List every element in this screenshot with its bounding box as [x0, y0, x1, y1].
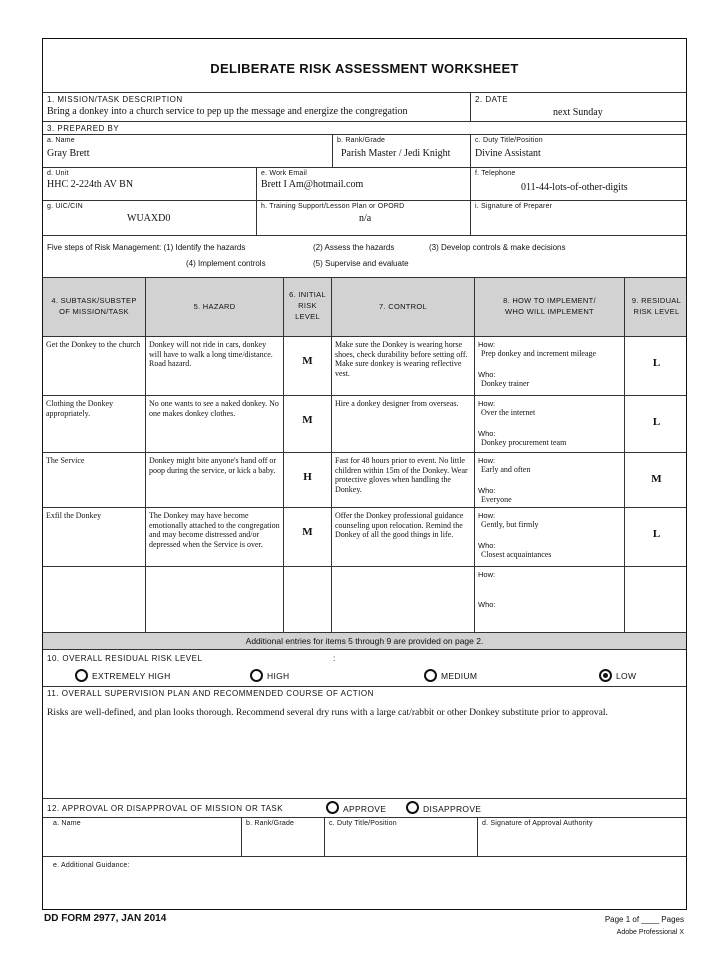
residual-cell[interactable] — [625, 396, 688, 452]
initial-risk-value[interactable]: M — [302, 355, 313, 367]
step-4: (4) Implement controls — [186, 259, 266, 268]
approver-rank-label: b. Rank/Grade — [246, 820, 295, 827]
hazard-text[interactable]: The Donkey may have become emotionally attached to the congregation and may become distressed and/or depressed when the Service is over. — [149, 511, 280, 549]
who-label: Who: — [478, 370, 496, 379]
residual-risk-value[interactable]: M — [651, 473, 662, 485]
who-value[interactable]: Donkey trainer — [481, 379, 530, 388]
preparer-duty-cell[interactable] — [471, 135, 688, 167]
initial-risk-value[interactable]: M — [302, 526, 313, 538]
initial-risk-header — [284, 278, 332, 336]
residual-cell[interactable] — [625, 453, 688, 507]
radio-approve-label: APPROVE — [343, 804, 387, 814]
preparer-rank-cell[interactable] — [333, 135, 471, 167]
email-label: e. Work Email — [261, 170, 308, 177]
subtask-text[interactable]: The Service — [46, 456, 85, 465]
who-label: Who: — [478, 486, 496, 495]
radio-medium[interactable] — [424, 669, 437, 682]
email-value[interactable]: Brett I Am@hotmail.com — [261, 179, 364, 190]
initial-header-line-3: LEVEL — [295, 312, 320, 321]
residual-risk-value[interactable]: L — [652, 416, 661, 428]
approver-name-label: a. Name — [53, 820, 81, 827]
radio-medium-label: MEDIUM — [441, 671, 478, 681]
training-value[interactable]: n/a — [359, 213, 372, 224]
additional-note-row — [43, 633, 686, 650]
who-value[interactable]: Everyone — [481, 495, 512, 504]
residual-cell[interactable] — [625, 567, 688, 632]
overall-risk-row — [43, 650, 686, 687]
preparer-name-label: a. Name — [47, 137, 75, 144]
hazard-text[interactable]: Donkey will not ride in cars, donkey will have to walk a long time/distance. Road hazard. — [149, 340, 273, 368]
hazard-cell[interactable] — [146, 453, 284, 507]
radio-low-label: LOW — [616, 671, 637, 681]
unit-label: d. Unit — [47, 170, 69, 177]
software-note: Adobe Professional X — [616, 929, 684, 936]
phone-cell[interactable] — [471, 168, 688, 200]
who-label: Who: — [478, 600, 496, 609]
radio-low[interactable] — [599, 669, 612, 682]
approver-duty-cell[interactable] — [325, 818, 478, 856]
implement-cell[interactable] — [475, 453, 625, 507]
approver-duty-label: c. Duty Title/Position — [329, 820, 397, 827]
title-row — [43, 39, 686, 93]
date-cell[interactable] — [471, 93, 688, 121]
unit-value[interactable]: HHC 2-224th AV BN — [47, 179, 134, 190]
signature-label: i. Signature of Preparer — [475, 203, 553, 210]
subtask-cell[interactable] — [43, 567, 146, 632]
control-cell[interactable] — [332, 337, 475, 395]
preparer-row-1 — [43, 135, 686, 168]
subtask-text[interactable]: Clothing the Donkey appropriately. — [46, 399, 114, 418]
initial-header-line-1: 6. INITIAL — [289, 290, 326, 299]
step-3: (3) Develop controls & make decisions — [429, 243, 566, 252]
initial-risk-value[interactable]: H — [303, 471, 312, 483]
step-2: (2) Assess the hazards — [313, 243, 395, 252]
risk-assessment-form — [42, 38, 687, 910]
subtask-header-line-2: OF MISSION/TASK — [59, 307, 129, 316]
training-label: h. Training Support/Lesson Plan or OPORD — [261, 203, 405, 210]
preparer-name-cell[interactable] — [43, 135, 333, 167]
training-cell[interactable] — [257, 201, 471, 235]
radio-disapprove[interactable] — [406, 801, 419, 814]
approval-authority-row — [43, 818, 686, 857]
five-steps-row — [43, 236, 686, 278]
approval-row — [43, 799, 686, 818]
mission-value[interactable]: Bring a donkey into a church service to pep up the message and energize the congregation — [47, 106, 408, 117]
preparer-row-2 — [43, 168, 686, 201]
subtask-cell[interactable] — [43, 396, 146, 452]
residual-header-line-1: 9. RESIDUAL — [631, 296, 682, 305]
date-label: 2. DATE — [475, 95, 509, 104]
phone-label: f. Telephone — [475, 170, 516, 177]
guidance-row[interactable] — [43, 857, 686, 911]
hazard-cell[interactable] — [146, 337, 284, 395]
control-text[interactable]: Hire a donkey designer from overseas. — [335, 399, 459, 408]
hazard-text[interactable]: No one wants to see a naked donkey. No one makes donkey clothes. — [149, 399, 279, 418]
table-row — [43, 508, 686, 567]
how-label: How: — [478, 511, 496, 520]
hazard-cell[interactable] — [146, 508, 284, 566]
implement-header-line-2: WHO WILL IMPLEMENT — [505, 307, 594, 316]
form-id: DD FORM 2977, JAN 2014 — [44, 913, 167, 924]
subtask-header — [43, 278, 146, 336]
preparer-duty-label: c. Duty Title/Position — [475, 137, 543, 144]
date-value[interactable]: next Sunday — [553, 107, 603, 118]
how-label: How: — [478, 456, 496, 465]
additional-note: Additional entries for items 5 through 9 are provided on page 2. — [245, 636, 484, 646]
table-row — [43, 396, 686, 453]
subtask-cell[interactable] — [43, 337, 146, 395]
supervision-row[interactable] — [43, 687, 686, 799]
how-value[interactable]: Over the internet — [481, 408, 536, 417]
preparer-name-value[interactable]: Gray Brett — [47, 148, 90, 159]
steps-intro: Five steps of Risk Management: (1) Identify the hazards — [47, 243, 246, 252]
control-cell[interactable] — [332, 453, 475, 507]
uic-label: g. UIC/CIN — [47, 203, 83, 210]
who-label: Who: — [478, 541, 496, 550]
overall-risk-label: 10. OVERALL RESIDUAL RISK LEVEL — [47, 654, 203, 663]
uic-value[interactable]: WUAXD0 — [127, 213, 171, 224]
approver-signature-label: d. Signature of Approval Authority — [482, 820, 593, 827]
radio-approve[interactable] — [326, 801, 339, 814]
phone-value[interactable]: 011-44-lots-of-other-digits — [521, 182, 628, 193]
subtask-cell[interactable] — [43, 453, 146, 507]
hazard-text[interactable]: Donkey might bite anyone's hand off or poop during the service, or kick a baby. — [149, 456, 277, 475]
preparer-rank-value[interactable]: Parish Master / Jedi Knight — [341, 148, 451, 159]
unit-cell[interactable] — [43, 168, 257, 200]
form-title: DELIBERATE RISK ASSESSMENT WORKSHEET — [210, 61, 519, 76]
control-text[interactable]: Make sure the Donkey is wearing horse shoes, check durability before setting off. Make sure donkey is wearing reflective vest. — [335, 340, 468, 378]
implement-cell[interactable] — [475, 567, 625, 632]
page-count: Page 1 of ____ Pages — [604, 915, 684, 924]
guidance-label: e. Additional Guidance: — [53, 862, 130, 869]
implement-header-line-1: 8. HOW TO IMPLEMENT/ — [503, 296, 596, 305]
implement-header — [475, 278, 625, 336]
step-5: (5) Supervise and evaluate — [313, 259, 409, 268]
subtask-text[interactable]: Get the Donkey to the church — [46, 340, 141, 349]
overall-risk-colon: : — [333, 653, 336, 663]
approver-name-cell[interactable] — [43, 818, 242, 856]
mission-cell[interactable] — [43, 93, 471, 121]
implement-cell[interactable] — [475, 396, 625, 452]
residual-cell[interactable] — [625, 508, 688, 566]
residual-risk-value[interactable]: L — [652, 357, 661, 369]
residual-cell[interactable] — [625, 337, 688, 395]
signature-cell[interactable] — [471, 201, 688, 235]
hazard-header-text: 5. HAZARD — [193, 302, 236, 311]
table-row — [43, 567, 686, 633]
initial-cell[interactable] — [284, 396, 332, 452]
table-row — [43, 337, 686, 396]
preparer-row-3 — [43, 201, 686, 236]
residual-header-line-2: RISK LEVEL — [633, 307, 680, 316]
mission-label: 1. MISSION/TASK DESCRIPTION — [47, 95, 183, 104]
how-value[interactable]: Prep donkey and increment mileage — [481, 349, 597, 358]
approver-rank-cell[interactable] — [242, 818, 325, 856]
how-label: How: — [478, 399, 496, 408]
subtask-header-line-1: 4. SUBTASK/SUBSTEP — [51, 296, 137, 305]
radio-high[interactable] — [250, 669, 263, 682]
preparer-rank-label: b. Rank/Grade — [337, 137, 386, 144]
who-value[interactable]: Donkey procurement team — [481, 438, 567, 447]
how-value[interactable]: Early and often — [481, 465, 531, 474]
residual-risk-header — [625, 278, 688, 336]
subtask-cell[interactable] — [43, 508, 146, 566]
prepared-by-row — [43, 122, 686, 135]
radio-high-label: HIGH — [267, 671, 290, 681]
mission-row — [43, 93, 686, 122]
email-cell[interactable] — [257, 168, 471, 200]
how-value[interactable]: Gently, but firmly — [481, 520, 539, 529]
initial-cell[interactable] — [284, 337, 332, 395]
initial-cell[interactable] — [284, 508, 332, 566]
subtask-text[interactable]: Exfil the Donkey — [46, 511, 102, 520]
control-header — [332, 278, 475, 336]
supervision-value[interactable]: Risks are well-defined, and plan looks thorough. Recommend several dry runs with a large cat/rabbit or other Donkey substitute prior to approval. — [47, 707, 608, 718]
control-cell[interactable] — [332, 567, 475, 632]
radio-extremely-high-label: EXTREMELY HIGH — [92, 671, 171, 681]
hazard-cell[interactable] — [146, 396, 284, 452]
implement-cell[interactable] — [475, 337, 625, 395]
control-text[interactable]: Offer the Donkey professional guidance counseling upon relocation. Remind the Donkey of all the good things in life. — [335, 511, 464, 539]
how-label: How: — [478, 570, 496, 579]
control-text[interactable]: Fast for 48 hours prior to event. No little children within 15m of the Donkey. Wear protective gloves when handling the Donkey. — [335, 456, 468, 494]
who-value[interactable]: Closest acquaintances — [481, 550, 552, 559]
table-header-row — [43, 278, 686, 337]
hazard-cell[interactable] — [146, 567, 284, 632]
radio-extremely-high[interactable] — [75, 669, 88, 682]
control-cell[interactable] — [332, 508, 475, 566]
table-row — [43, 453, 686, 508]
preparer-duty-value[interactable]: Divine Assistant — [475, 148, 541, 159]
hazard-header — [146, 278, 284, 336]
control-header-text: 7. CONTROL — [378, 302, 427, 311]
implement-cell[interactable] — [475, 508, 625, 566]
initial-risk-value[interactable]: M — [302, 414, 313, 426]
radio-disapprove-label: DISAPPROVE — [423, 804, 482, 814]
residual-risk-value[interactable]: L — [652, 528, 661, 540]
approver-signature-cell[interactable] — [478, 818, 688, 856]
control-cell[interactable] — [332, 396, 475, 452]
initial-cell[interactable] — [284, 453, 332, 507]
initial-cell[interactable] — [284, 567, 332, 632]
who-label: Who: — [478, 429, 496, 438]
prepared-by-label: 3. PREPARED BY — [47, 124, 120, 133]
approval-label: 12. APPROVAL OR DISAPPROVAL OF MISSION OR TASK — [47, 804, 284, 813]
uic-cell[interactable] — [43, 201, 257, 235]
initial-header-line-2: RISK — [298, 301, 317, 310]
supervision-label: 11. OVERALL SUPERVISION PLAN AND RECOMMENDED COURSE OF ACTION — [47, 689, 374, 698]
how-label: How: — [478, 340, 496, 349]
